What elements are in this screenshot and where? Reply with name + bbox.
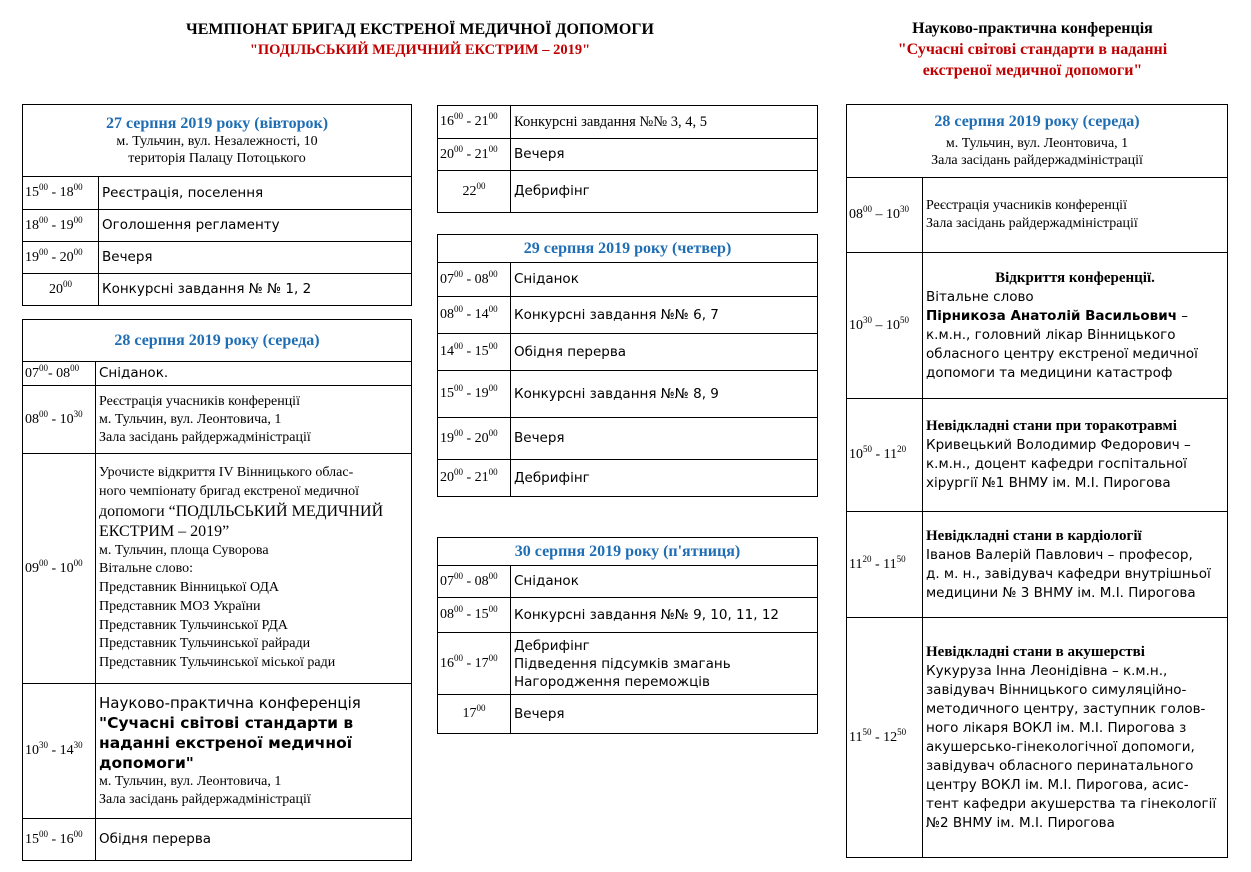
event-cell: Сніданок (511, 263, 818, 297)
event-cell: Дебрифінг Підведення підсумків змагань Нагородження переможців (511, 633, 818, 695)
conference-name-line-1: "Сучасні світові стандарти в наданні (897, 41, 1168, 58)
event-cell: Вечеря (99, 242, 412, 274)
conference-place-venue: Зала засідань райдержадміністрації (931, 153, 1143, 168)
time-cell: $10^{50} - 11^{20}$ (847, 399, 923, 512)
event-cell: Обідня перерва (96, 819, 412, 861)
time-cell: $16^{00} - 17^{00}$ (438, 633, 511, 695)
table-row (23, 177, 412, 210)
schedule-table-aug27 (22, 104, 412, 306)
day-date: 29 серпня 2019 року (четвер) (523, 239, 732, 257)
championship-title-text: ЧЕМПІОНАТ БРИГАД ЕКСТРЕНОЇ МЕДИЧНОЇ ДОПОМОГИ (186, 21, 654, 38)
time-cell: $08^{00} - 10^{30}$ (847, 178, 923, 253)
event-cell: Невідкладні стани в кардіології Іванов Валерій Павлович – професор, д. м. н., завідувач кафедри внутрішньої медицини № 3 ВНМУ ім. М.І. Пирогова (923, 512, 1228, 618)
time-cell: $20^{00} - 21^{00}$ (438, 460, 511, 497)
time-cell: $11^{20} - 11^{50}$ (847, 512, 923, 618)
time-cell: $15^{00} - 18^{00}$ (23, 177, 99, 210)
table-row (23, 362, 412, 386)
table-row (23, 274, 412, 306)
table-row (438, 633, 818, 695)
table-row (23, 210, 412, 242)
time-cell: $20^{00}$ (23, 274, 99, 306)
time-cell: $19^{00} - 20^{00}$ (438, 418, 511, 460)
time-cell: $14^{00} - 15^{00}$ (438, 334, 511, 371)
time-cell: $08^{00} - 15^{00}$ (438, 598, 511, 633)
time-cell: $16^{00} - 21^{00}$ (438, 106, 511, 139)
championship-subtitle: "ПОДІЛЬСЬКИЙ МЕДИЧНИЙ ЕКСТРИМ – 2019" (249, 42, 591, 58)
time-cell: $10^{30} - 10^{50}$ (847, 253, 923, 399)
time-cell: $15^{00} - 16^{00}$ (23, 819, 96, 861)
event-cell: Реєстрація, поселення (99, 177, 412, 210)
table-row (847, 399, 1228, 512)
event-cell: Сніданок (511, 566, 818, 598)
day-header (23, 105, 412, 177)
event-cell: Реєстрація учасників конференції Зала засідань райдержадміністрації (923, 178, 1228, 253)
conference-place-street: м. Тульчин, вул. Леонтовича, 1 (945, 136, 1129, 151)
event-cell: Дебрифінг (511, 171, 818, 213)
event-cell: Відкриття конференції. Вітальне слово Пірникоза Анатолій Васильович – к.м.н., головний лікар Вінницького обласного центру екстреної медичної допомоги та медицини катастроф (923, 253, 1228, 399)
schedule-table-aug28-evening (437, 105, 818, 213)
table-row (23, 684, 412, 819)
time-cell: $10^{30} - 14^{30}$ (23, 684, 96, 819)
event-cell: Реєстрація учасників конференції м. Тульчин, вул. Леонтовича, 1 Зала засідань райдержадміністрації (96, 386, 412, 454)
time-cell: $15^{00} - 19^{00}$ (438, 371, 511, 418)
day-date: 30 серпня 2019 року (п'ятниця) (514, 542, 741, 560)
conference-date: 28 серпня 2019 року (середа) (934, 113, 1140, 130)
table-row (438, 566, 818, 598)
table-row (847, 253, 1228, 399)
time-cell: $08^{00} - 10^{30}$ (23, 386, 96, 454)
day-date: 27 серпня 2019 року (вівторок) (105, 114, 329, 132)
day-header (438, 538, 818, 566)
table-row (438, 139, 818, 171)
table-row (438, 297, 818, 334)
table-row (23, 454, 412, 684)
table-row (23, 242, 412, 274)
table-row (23, 386, 412, 454)
event-cell: Оголошення регламенту (99, 210, 412, 242)
time-cell: $07^{00} - 08^{00}$ (438, 263, 511, 297)
table-row (847, 618, 1228, 858)
time-cell: $07^{00} - 08^{00}$ (438, 566, 511, 598)
time-cell: $11^{50} - 12^{50}$ (847, 618, 923, 858)
event-cell: Конкурсні завдання №№ 8, 9 (511, 371, 818, 418)
table-row (438, 171, 818, 213)
time-cell: $07^{00}-$ $08^{00}$ (23, 362, 96, 386)
event-cell: Невідкладні стани в акушерстві Кукуруза Інна Леонідівна – к.м.н., завідувач Вінницького симуляційно- методичного центру, заступник голов- ного лікаря ВОКЛ ім. М.І. Пирогова з акушерсько-гінекологічної допомоги, завідувач обласного перинатального центру ВОКЛ ім. М.І. Пирогова, асис- тент кафедри акушерства та гінекології №2 ВНМУ ім. М.І. Пирогова (923, 618, 1228, 858)
conference-title-text: Науково-практична конференція (912, 20, 1153, 37)
day-place-street: м. Тульчин, вул. Незалежності, 10 (116, 133, 318, 149)
schedule-table-aug30 (437, 537, 818, 734)
day-date: 28 серпня 2019 року (середа) (114, 331, 320, 349)
time-cell: $22^{00}$ (438, 171, 511, 213)
event-cell: Дебрифінг (511, 460, 818, 497)
event-cell: Невідкладні стани при торакотравмі Кривецький Володимир Федорович – к.м.н., доцент кафедри госпітальної хірургії №1 ВНМУ ім. М.І. Пирогова (923, 399, 1228, 512)
schedule-table-aug29 (437, 234, 818, 497)
event-cell: Урочисте відкриття IV Вінницького облас- ного чемпіонату бригад екстреної медичної допомоги “ПОДІЛЬСЬКИЙ МЕДИЧНИЙ ЕКСТРИМ – 2019” м. Тульчин, площа Суворова Вітальне слово: Представник Вінницької ОДА Представник МОЗ України Представник Тульчинської РДА Представник Тульчинської райради Представник Тульчинської міської ради (96, 454, 412, 684)
championship-title (100, 20, 740, 60)
conference-header (847, 105, 1228, 178)
event-cell: Конкурсні завдання №№ 3, 4, 5 (511, 106, 818, 139)
conference-title (850, 18, 1215, 81)
event-cell: Конкурсні завдання №№ 6, 7 (511, 297, 818, 334)
event-cell: Вечеря (511, 418, 818, 460)
table-row (438, 695, 818, 734)
event-cell: Обідня перерва (511, 334, 818, 371)
event-cell: Конкурсні завдання №№ 9, 10, 11, 12 (511, 598, 818, 633)
event-cell: Конкурсні завдання № № 1, 2 (99, 274, 412, 306)
table-row (438, 371, 818, 418)
event-cell: Науково-практична конференція "Сучасні світові стандарти в наданні екстреної медичної допомоги" м. Тульчин, вул. Леонтовича, 1 Зала засідань райдержадміністрації (96, 684, 412, 819)
time-cell: $17^{00}$ (438, 695, 511, 734)
schedule-table-aug28 (22, 319, 412, 861)
event-cell: Вечеря (511, 139, 818, 171)
day-place-venue: територія Палацу Потоцького (128, 150, 306, 166)
time-cell: $18^{00} - 19^{00}$ (23, 210, 99, 242)
table-row (438, 334, 818, 371)
table-row (438, 263, 818, 297)
time-cell: $19^{00} - 20^{00}$ (23, 242, 99, 274)
time-cell: $20^{00} - 21^{00}$ (438, 139, 511, 171)
time-cell: $08^{00} - 14^{00}$ (438, 297, 511, 334)
table-row (438, 418, 818, 460)
table-row (847, 178, 1228, 253)
table-row (438, 460, 818, 497)
table-row (438, 106, 818, 139)
event-cell: Вечеря (511, 695, 818, 734)
day-header (438, 235, 818, 263)
table-row (847, 512, 1228, 618)
table-row (438, 598, 818, 633)
event-cell: Сніданок. (96, 362, 412, 386)
conference-schedule-table (846, 104, 1228, 858)
table-row (23, 819, 412, 861)
conference-name-line-2: екстреної медичної допомоги" (922, 62, 1143, 79)
day-header (23, 320, 412, 362)
time-cell: $09^{00} - 10^{00}$ (23, 454, 96, 684)
